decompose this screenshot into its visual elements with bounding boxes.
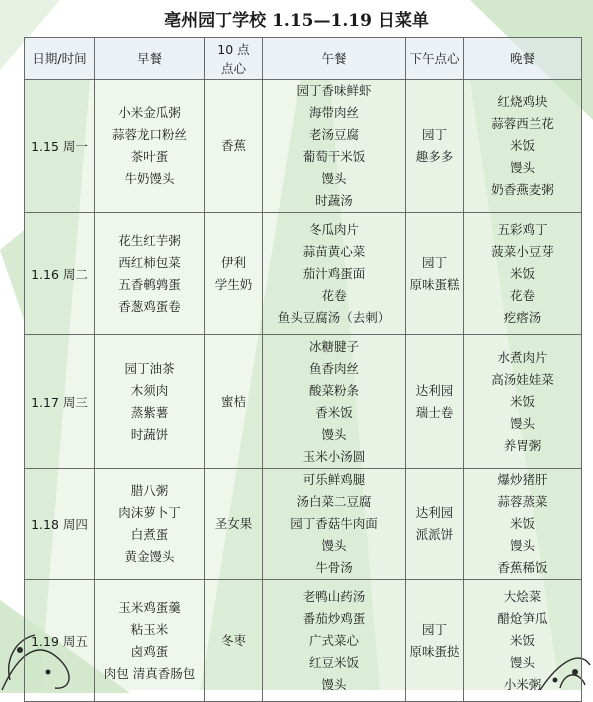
dinner-cell bbox=[464, 335, 582, 469]
menu-item: 馒头 bbox=[321, 426, 347, 442]
menu-item: 趣多多 bbox=[415, 149, 454, 164]
snack-am-cell bbox=[205, 213, 263, 335]
menu-item: 牛奶馒头 bbox=[124, 171, 175, 186]
menu-item: 白煮蛋 bbox=[130, 527, 169, 542]
menu-row bbox=[25, 469, 582, 580]
menu-item: 派派饼 bbox=[415, 527, 454, 542]
menu-item: 蒸紫薯 bbox=[130, 404, 169, 420]
menu-item: 大烩菜 bbox=[503, 588, 542, 604]
menu-item: 馒头 bbox=[321, 538, 347, 553]
menu-item: 时蔬汤 bbox=[315, 193, 353, 208]
menu-item: 花卷 bbox=[321, 287, 347, 303]
breakfast-cell bbox=[95, 580, 205, 702]
menu-item: 酸菜粉条 bbox=[308, 382, 359, 398]
date-cell: 1.15 周一 bbox=[25, 80, 95, 213]
menu-item: 香葱鸡蛋卷 bbox=[118, 298, 181, 314]
menu-item: 醋炝笋瓜 bbox=[497, 610, 548, 626]
page-title: 亳州园丁学校 1.15—1.19 日菜单 bbox=[164, 11, 429, 31]
menu-body bbox=[25, 80, 582, 702]
menu-item: 粘玉米 bbox=[130, 621, 169, 637]
breakfast-cell bbox=[95, 335, 205, 469]
date-cell: 1.18 周四 bbox=[25, 469, 95, 580]
menu-item: 肉包 清真香肠包 bbox=[103, 665, 196, 681]
header-morning-snack-line2: 点心 bbox=[220, 60, 246, 76]
menu-row bbox=[25, 580, 582, 702]
menu-item: 米饭 bbox=[509, 393, 535, 409]
menu-item: 菠菜小豆芽 bbox=[491, 243, 554, 259]
header-lunch: 午餐 bbox=[263, 38, 406, 80]
menu-item: 圣女果 bbox=[214, 516, 253, 531]
menu-item: 黄金馒头 bbox=[124, 549, 175, 564]
menu-item: 广式菜心 bbox=[308, 632, 359, 648]
menu-item: 西红柿包菜 bbox=[118, 254, 181, 270]
header-breakfast: 早餐 bbox=[95, 38, 205, 80]
menu-item: 木须肉 bbox=[130, 382, 169, 398]
menu-item: 冰糖腱子 bbox=[308, 338, 359, 354]
menu-item: 馒头 bbox=[509, 160, 535, 175]
header-afternoon-snack: 下午点心 bbox=[406, 38, 464, 80]
snack-am-cell bbox=[205, 80, 263, 213]
menu-item: 香蕉稀饭 bbox=[497, 560, 548, 575]
snack-am-cell bbox=[205, 335, 263, 469]
menu-item: 五香鹌鹑蛋 bbox=[118, 276, 181, 292]
menu-item: 瑞士卷 bbox=[415, 404, 454, 420]
menu-item: 伊利 bbox=[220, 254, 246, 270]
menu-item: 蜜桔 bbox=[220, 393, 246, 409]
menu-item: 养胃粥 bbox=[503, 437, 542, 453]
menu-item: 冬瓜肉片 bbox=[308, 221, 359, 237]
menu-item: 馒头 bbox=[321, 171, 347, 186]
menu-item: 茶叶蛋 bbox=[130, 149, 169, 164]
snack-pm-cell bbox=[406, 335, 464, 469]
breakfast-cell bbox=[95, 213, 205, 335]
date-cell: 1.19 周五 bbox=[25, 580, 95, 702]
menu-row bbox=[25, 335, 582, 469]
menu-item: 米饭 bbox=[509, 516, 535, 531]
menu-item: 花卷 bbox=[509, 287, 535, 303]
menu-item: 小米金瓜粥 bbox=[118, 105, 181, 120]
menu-item: 鱼头豆腐汤（去刺） bbox=[277, 309, 391, 325]
menu-item: 玉米鸡蛋羹 bbox=[118, 599, 181, 615]
snack-pm-cell bbox=[406, 580, 464, 702]
menu-item: 腊八粥 bbox=[130, 483, 169, 498]
dinner-cell bbox=[464, 469, 582, 580]
snack-am-cell bbox=[205, 469, 263, 580]
menu-item: 馒头 bbox=[509, 654, 535, 670]
menu-item: 鱼香肉丝 bbox=[308, 360, 359, 376]
menu-item: 园丁香味鲜虾 bbox=[296, 83, 372, 98]
menu-item: 花生红芋粥 bbox=[118, 232, 181, 248]
menu-item: 时蔬饼 bbox=[130, 426, 169, 442]
menu-item: 奶香燕麦粥 bbox=[491, 182, 554, 197]
menu-item: 达利园 bbox=[415, 505, 454, 520]
header-morning-snack-line1: 10 点 bbox=[217, 41, 250, 57]
menu-item: 蒜苗黄心菜 bbox=[302, 243, 366, 259]
menu-item: 番茄炒鸡蛋 bbox=[302, 610, 366, 626]
header-date: 日期/时间 bbox=[25, 38, 95, 80]
date-cell: 1.16 周二 bbox=[25, 213, 95, 335]
lunch-cell bbox=[263, 80, 406, 213]
menu-item: 可乐鲜鸡腿 bbox=[302, 472, 366, 487]
menu-item: 原味蛋糕 bbox=[409, 276, 460, 292]
dinner-cell bbox=[464, 580, 582, 702]
menu-row bbox=[25, 80, 582, 213]
menu-item: 老鸭山药汤 bbox=[302, 588, 366, 604]
menu-item: 园丁油茶 bbox=[124, 360, 175, 376]
menu-item: 疙瘩汤 bbox=[503, 309, 542, 325]
menu-item: 米饭 bbox=[509, 265, 535, 281]
menu-item: 学生奶 bbox=[214, 276, 253, 292]
menu-item: 米饭 bbox=[509, 632, 535, 648]
menu-item: 香米饭 bbox=[315, 404, 353, 420]
menu-item: 高汤娃娃菜 bbox=[491, 371, 554, 387]
breakfast-cell bbox=[95, 80, 205, 213]
dinner-cell bbox=[464, 213, 582, 335]
menu-item: 馒头 bbox=[509, 538, 535, 553]
header-morning-snack bbox=[205, 38, 263, 80]
menu-row bbox=[25, 213, 582, 335]
snack-pm-cell bbox=[406, 469, 464, 580]
menu-item: 馒头 bbox=[509, 415, 535, 431]
menu-item: 园丁 bbox=[421, 127, 447, 142]
menu-item: 园丁 bbox=[421, 621, 447, 637]
lunch-cell bbox=[263, 213, 406, 335]
menu-item: 水煮肉片 bbox=[497, 349, 548, 365]
menu-item: 肉沫萝卜丁 bbox=[118, 505, 181, 520]
menu-item: 牛骨汤 bbox=[315, 560, 353, 575]
menu-item: 五彩鸡丁 bbox=[497, 221, 548, 237]
menu-item: 红豆米饭 bbox=[308, 654, 359, 670]
menu-item: 馒头 bbox=[321, 676, 347, 692]
menu-item: 米饭 bbox=[509, 138, 535, 153]
lunch-cell bbox=[263, 335, 406, 469]
snack-am-cell bbox=[205, 580, 263, 702]
lunch-cell bbox=[263, 469, 406, 580]
menu-item: 茄汁鸡蛋面 bbox=[302, 265, 366, 281]
menu-item: 小米粥 bbox=[503, 676, 542, 692]
date-cell: 1.17 周三 bbox=[25, 335, 95, 469]
menu-item: 老汤豆腐 bbox=[308, 127, 359, 142]
menu-item: 海带肉丝 bbox=[308, 105, 359, 120]
dinner-cell bbox=[464, 80, 582, 213]
menu-item: 爆炒猪肝 bbox=[497, 472, 548, 487]
menu-item: 香蕉 bbox=[220, 138, 246, 153]
menu-item: 红烧鸡块 bbox=[497, 94, 548, 109]
menu-item: 卤鸡蛋 bbox=[130, 643, 169, 659]
menu-item: 冬枣 bbox=[220, 632, 246, 648]
weekly-menu-table bbox=[24, 37, 582, 702]
menu-item: 园丁 bbox=[421, 254, 447, 270]
header-row bbox=[25, 38, 582, 80]
menu-item: 汤白菜二豆腐 bbox=[296, 494, 372, 509]
menu-item: 原味蛋挞 bbox=[409, 643, 460, 659]
menu-item: 达利园 bbox=[415, 382, 454, 398]
lunch-cell bbox=[263, 580, 406, 702]
menu-item: 蒜蓉西兰花 bbox=[491, 116, 554, 131]
snack-pm-cell bbox=[406, 80, 464, 213]
header-dinner: 晚餐 bbox=[464, 38, 582, 80]
menu-item: 蒜蓉龙口粉丝 bbox=[111, 127, 187, 142]
menu-item: 葡萄干米饭 bbox=[302, 149, 366, 164]
breakfast-cell bbox=[95, 469, 205, 580]
menu-item: 玉米小汤圆 bbox=[302, 448, 366, 464]
snack-pm-cell bbox=[406, 213, 464, 335]
menu-item: 园丁香菇牛肉面 bbox=[290, 516, 378, 531]
menu-item: 蒜蓉蒸菜 bbox=[497, 494, 548, 509]
